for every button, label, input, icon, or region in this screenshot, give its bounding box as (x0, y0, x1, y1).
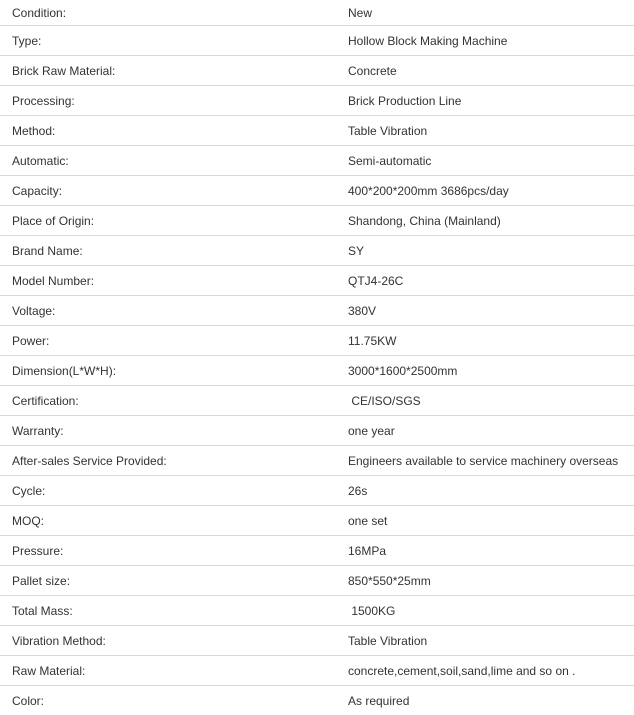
spec-label: Voltage: (0, 296, 336, 326)
spec-label: Cycle: (0, 476, 336, 506)
spec-value: Table Vibration (336, 116, 634, 146)
spec-value: Hollow Block Making Machine (336, 26, 634, 56)
spec-label: Color: (0, 686, 336, 715)
spec-label: Processing: (0, 86, 336, 116)
table-row (0, 536, 634, 566)
spec-value: Concrete (336, 56, 634, 86)
spec-label: Pallet size: (0, 566, 336, 596)
table-row (0, 386, 634, 416)
spec-value: New (336, 0, 634, 26)
table-row (0, 176, 634, 206)
spec-value: 26s (336, 476, 634, 506)
spec-value: one set (336, 506, 634, 536)
spec-value: Engineers available to service machinery overseas (336, 446, 634, 476)
table-row (0, 26, 634, 56)
spec-value: Table Vibration (336, 626, 634, 656)
spec-label: Type: (0, 26, 336, 56)
spec-value: As required (336, 686, 634, 715)
table-row (0, 296, 634, 326)
spec-label: Brick Raw Material: (0, 56, 336, 86)
spec-label: Capacity: (0, 176, 336, 206)
spec-label: Certification: (0, 386, 336, 416)
spec-label: Pressure: (0, 536, 336, 566)
spec-value: CE/ISO/SGS (336, 386, 634, 416)
spec-label: Power: (0, 326, 336, 356)
spec-value: concrete,cement,soil,sand,lime and so on . (336, 656, 634, 686)
spec-label: After-sales Service Provided: (0, 446, 336, 476)
spec-value: 850*550*25mm (336, 566, 634, 596)
spec-value: QTJ4-26C (336, 266, 634, 296)
spec-label: Condition: (0, 0, 336, 26)
table-row (0, 566, 634, 596)
table-row (0, 506, 634, 536)
table-row (0, 356, 634, 386)
table-row (0, 56, 634, 86)
spec-label: Automatic: (0, 146, 336, 176)
spec-value: Brick Production Line (336, 86, 634, 116)
table-row (0, 116, 634, 146)
table-row (0, 446, 634, 476)
spec-label: Model Number: (0, 266, 336, 296)
spec-label: Method: (0, 116, 336, 146)
table-row (0, 86, 634, 116)
table-row (0, 596, 634, 626)
spec-value: Shandong, China (Mainland) (336, 206, 634, 236)
spec-value: 400*200*200mm 3686pcs/day (336, 176, 634, 206)
spec-value: one year (336, 416, 634, 446)
table-row (0, 146, 634, 176)
spec-value: 1500KG (336, 596, 634, 626)
table-row (0, 626, 634, 656)
spec-label: Vibration Method: (0, 626, 336, 656)
table-row (0, 416, 634, 446)
spec-label: Place of Origin: (0, 206, 336, 236)
table-row (0, 266, 634, 296)
spec-value: Semi-automatic (336, 146, 634, 176)
table-row (0, 206, 634, 236)
spec-value: 380V (336, 296, 634, 326)
spec-label: Total Mass: (0, 596, 336, 626)
table-row (0, 686, 634, 715)
spec-label: Dimension(L*W*H): (0, 356, 336, 386)
spec-label: Raw Material: (0, 656, 336, 686)
spec-value: 16MPa (336, 536, 634, 566)
spec-value: 3000*1600*2500mm (336, 356, 634, 386)
spec-value: 11.75KW (336, 326, 634, 356)
table-row (0, 0, 634, 26)
table-row (0, 656, 634, 686)
spec-label: Warranty: (0, 416, 336, 446)
spec-value: SY (336, 236, 634, 266)
table-row (0, 476, 634, 506)
table-row (0, 326, 634, 356)
spec-label: Brand Name: (0, 236, 336, 266)
table-row (0, 236, 634, 266)
spec-label: MOQ: (0, 506, 336, 536)
